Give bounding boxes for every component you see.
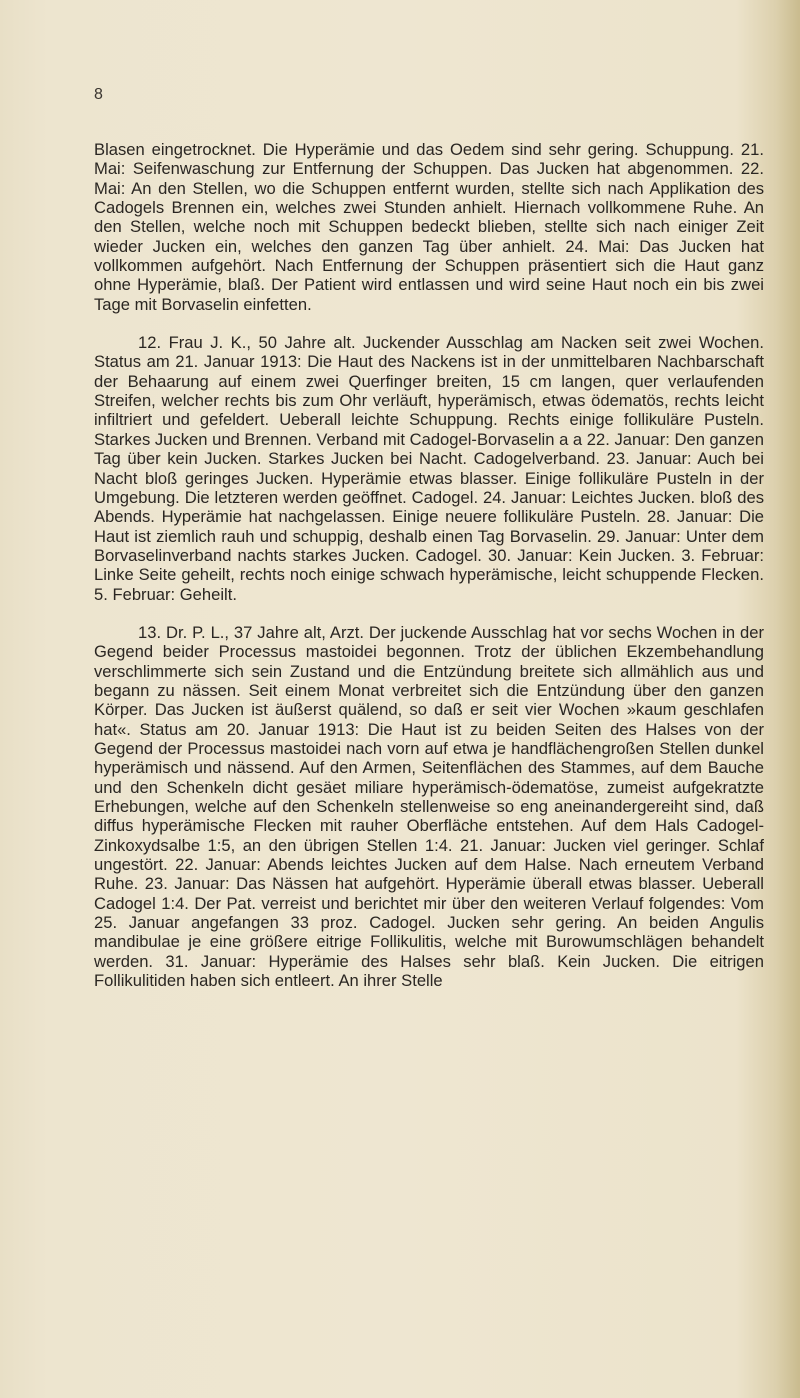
paragraph-case-12: 12. Frau J. K., 50 Jahre alt. Juckender Ausschlag am Nacken seit zwei Wochen. Status am 21. Januar 1913: Die Haut des Nackens ist in der unmittelbaren Nachbarschaft der Behaarung auf einem zwei Querfinger breiten, 15 cm langen, quer verlaufenden Streifen, welcher rechts bis zum Ohr verläuft, hyperämisch, etwas ödematös, rechts leicht infiltriert und gefeldert. Ueberall leichte Schuppung. Rechts einige follikuläre Pusteln. Starkes Jucken und Brennen. Verband mit Cadogel-Borvaselin a a 22. Januar: Den ganzen Tag über kein Jucken. Starkes Jucken bei Nacht. Cadogelverband. 23. Januar: Auch bei Nacht bloß geringes Jucken. Hyperämie etwas blasser. Einige follikuläre Pusteln in der Umgebung. Die letzteren werden geöffnet. Cadogel. 24. Januar: Leichtes Jucken. bloß des Abends. Hyperämie hat nachgelassen. Einige neuere follikuläre Pusteln. 28. Januar: Die Haut ist ziemlich rauh und schuppig, deshalb einen Tag Borvaselin. 29. Januar: Unter dem Borvaselinverband nachts starkes Jucken. Cadogel. 30. Januar: Kein Jucken. 3. Februar: Linke Seite geheilt, rechts noch einige schwach hyperämische, leicht schuppende Flecken. 5. Februar: Geheilt. [94, 333, 764, 604]
page-number: 8 [94, 86, 103, 103]
body-text [94, 140, 764, 990]
paragraph-continuation: Blasen eingetrocknet. Die Hyperämie und das Oedem sind sehr gering. Schuppung. 21. Mai: Seifenwaschung zur Entfernung der Schuppen. Das Jucken hat abgenommen. 22. Mai: An den Stellen, wo die Schuppen entfernt wurden, stellte sich nach Applikation des Cadogels Brennen ein, welches zwei Stunden anhielt. Hiernach vollkommene Ruhe. An den Stellen, welche noch mit Schuppen bedeckt blieben, stellte sich nach einiger Zeit wieder Jucken ein, welches den ganzen Tag über anhielt. 24. Mai: Das Jucken hat vollkommen aufgehört. Nach Entfernung der Schuppen präsentiert sich die Haut ganz ohne Hyperämie, blaß. Der Patient wird entlassen und wird seine Haut noch ein bis zwei Tage mit Borvaselin einfetten. [94, 140, 764, 314]
paragraph-case-13: 13. Dr. P. L., 37 Jahre alt, Arzt. Der juckende Ausschlag hat vor sechs Wochen in der Gegend beider Processus mastoidei begonnen. Trotz der üblichen Ekzembehandlung verschlimmerte sich sein Zustand und die Entzündung breitete sich allmählich aus und begann zu nässen. Seit einem Monat verbreitet sich die Entzündung über den ganzen Körper. Das Jucken ist äußerst quälend, so daß er seit vier Wochen »kaum geschlafen hat«. Status am 20. Januar 1913: Die Haut ist zu beiden Seiten des Halses von der Gegend der Processus mastoidei nach vorn auf etwa je handflächengroßen Stellen dunkel hyperämisch und nässend. Auf den Armen, Seitenflächen des Stammes, auf dem Bauche und den Schenkeln dicht gesäet miliare hyperämisch-ödematöse, zumeist aufgekratzte Erhebungen, welche auf den Schenkeln stellenweise so eng aneinandergereiht sind, daß diffus hyperämische Flecken mit rauher Oberfläche entstehen. Auf dem Hals Cadogel-Zinkoxydsalbe 1:5, an den übrigen Stellen 1:4. 21. Januar: Jucken viel geringer. Schlaf ungestört. 22. Januar: Abends leichtes Jucken auf dem Halse. Nach erneutem Verband Ruhe. 23. Januar: Das Nässen hat aufgehört. Hyperämie überall etwas blasser. Ueberall Cadogel 1:4. Der Pat. verreist und berichtet mir über den weiteren Verlauf folgendes: Vom 25. Januar angefangen 33 proz. Cadogel. Jucken sehr gering. An beiden Angulis mandibulae je eine größere eitrige Follikulitis, welche mit Burowumschlägen behandelt werden. 31. Januar: Hyperämie des Halses sehr blaß. Kein Jucken. Die eitrigen Follikulitiden haben sich entleert. An ihrer Stelle [94, 622, 764, 991]
